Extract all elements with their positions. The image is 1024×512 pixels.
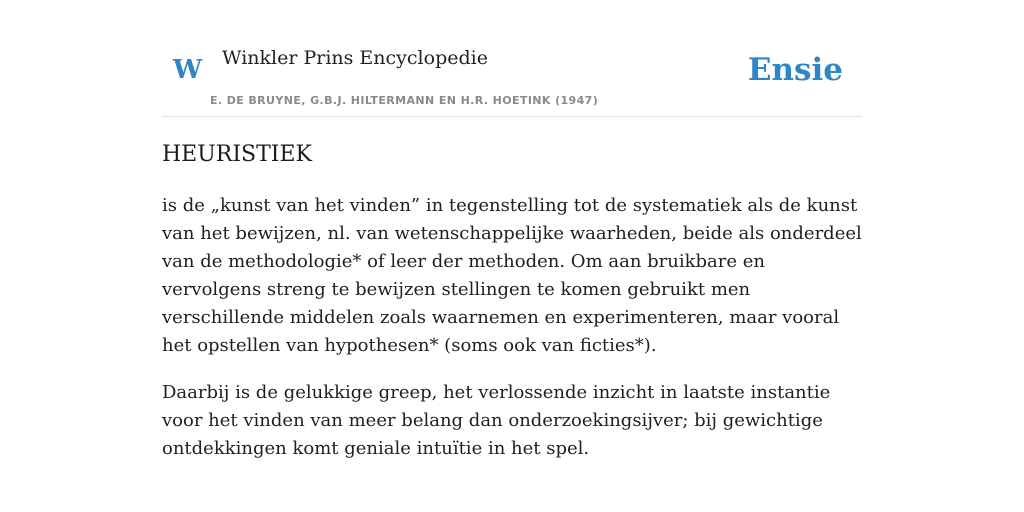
- entry-paragraph-2: Daarbij is de gelukkige greep, het verlossende inzicht in laatste instantie voor het vinden van meer belang dan onderzoekingsijver; bij gewichtige ontdekkingen komt geniale intuïtie in het spel.: [162, 382, 831, 459]
- page-container: [162, 0, 862, 459]
- source-header: [162, 0, 862, 117]
- entry-headword: HEURISTIEK: [162, 142, 312, 167]
- source-title[interactable]: Winkler Prins Encyclopedie: [222, 47, 488, 69]
- source-logo-icon[interactable]: W: [173, 55, 203, 85]
- source-authors: E. DE BRUYNE, G.B.J. HILTERMANN EN H.R. HOETINK (1947): [210, 94, 599, 107]
- ensie-logo[interactable]: Ensie: [747, 52, 843, 88]
- entry-paragraph-1: is de „kunst van het vinden” in tegenstelling tot de systematiek als de kunst van het bewijzen, nl. van wetenschappelijke waarheden, beide als onderdeel van de methodologie* of leer der methoden. Om aan bruikbare en vervolgens streng te bewijzen stellingen te komen gebruikt men verschillende middelen zoals waarnemen en experimenteren, maar vooral het opstellen van hypothesen* (soms ook van ficties*).: [162, 195, 862, 356]
